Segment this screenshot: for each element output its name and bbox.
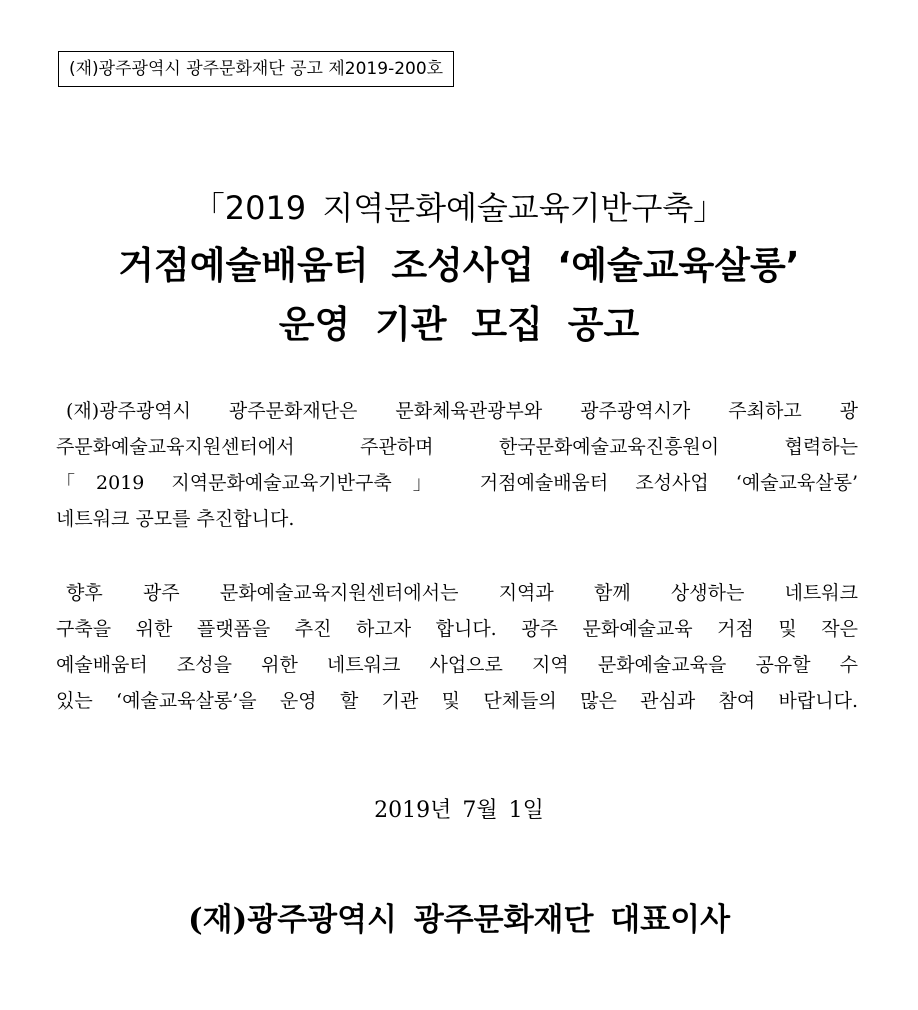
- title-line-3: 운영 기관 모집 공고: [278, 303, 640, 346]
- paragraph-line: 네트워크 공모를 추진합니다.: [56, 508, 295, 530]
- paragraph-line: 예술배움터 조성을 위한 네트워크 사업으로 지역 문화예술교육을 공유할 수: [56, 654, 858, 676]
- title-line-1: 「2019 지역문화예술교육기반구축」: [192, 189, 726, 227]
- notice-number: (재)광주광역시 광주문화재단 공고 제2019-200호: [69, 59, 444, 79]
- paragraph-line: 주문화예술교육지원센터에서 주관하며 한국문화예술교육진흥원이 협력하는: [56, 436, 858, 458]
- paragraph-line: 「2019 지역문화예술교육기반구축」 거점예술배움터 조성사업 ‘예술교육살롱’: [56, 472, 858, 494]
- intro-paragraph: [56, 393, 858, 537]
- paragraph-line: 향후 광주 문화예술교육지원센터에서는 지역과 함께 상생하는 네트워크: [66, 582, 858, 604]
- paragraph-line: (재)광주광역시 광주문화재단은 문화체육관광부와 광주광역시가 주최하고 광: [66, 400, 858, 422]
- plan-paragraph: [56, 575, 858, 719]
- announcement-date: 2019년 7월 1일: [374, 798, 544, 823]
- paragraph-line: 있는 ‘예술교육살롱’을 운영 할 기관 및 단체들의 많은 관심과 참여 바랍니다.: [56, 690, 858, 712]
- signature-line: (재)광주광역시 광주문화재단 대표이사: [187, 902, 731, 938]
- notice-number-box: [58, 51, 454, 87]
- paragraph-line: 구축을 위한 플랫폼을 추진 하고자 합니다. 광주 문화예술교육 거점 및 작은: [56, 618, 858, 640]
- title-line-2: 거점예술배움터 조성사업 ‘예술교육살롱’: [118, 244, 800, 287]
